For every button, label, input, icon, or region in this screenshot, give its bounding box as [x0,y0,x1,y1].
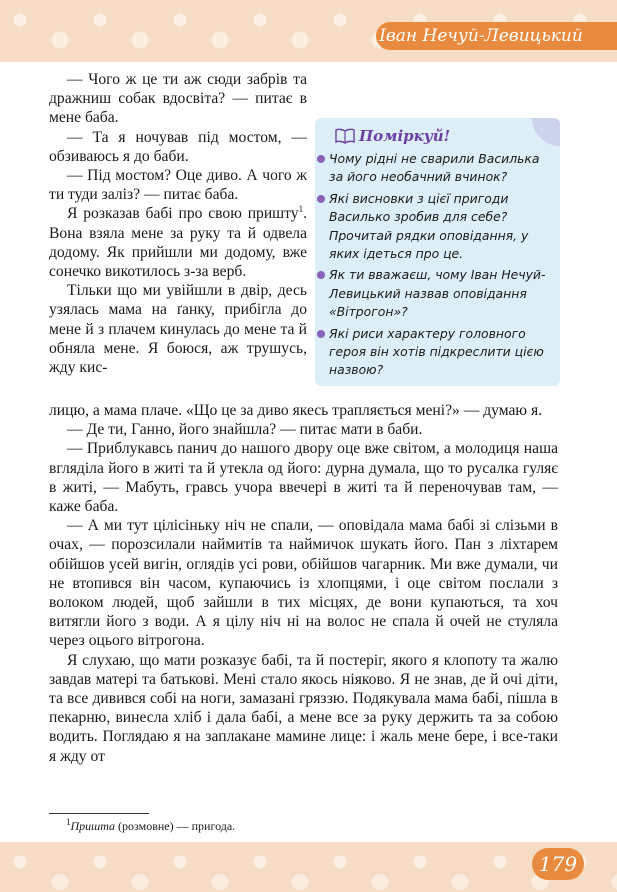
paragraph-4-rest: . Вона взяла мене за руку та й одвела додому. Як прийшли ми додому, вже сонечко викотилось з-за верб. [49,205,307,281]
book-icon [335,128,355,144]
author-header-tab-tail [586,22,617,50]
paragraph-1: — Чого ж це ти аж сюди забрів та дражниш собак вдосвіта? — питає в мене баба. [49,71,307,127]
question-item [317,190,557,264]
bullet-icon [317,271,325,279]
paragraph-3: — Під мостом? Оце диво. А чого ж ти туди заліз? — питає баба. [49,167,307,204]
question-text: Чому рідні не сварили Василька за його необачний вчинок? [329,151,540,185]
question-list [317,150,557,383]
question-text: Які висновки з цієї пригоди Василько зробив для себе? Прочитай рядки оповідання, у яких ідеться про це. [329,190,529,262]
sidebar-heading [335,124,450,148]
bullet-icon [317,155,325,163]
footnote [66,818,235,834]
question-item [317,150,557,187]
bottom-ornament-band [0,842,617,892]
footnote-term: Пришта [70,819,116,833]
paragraph-9: Я слухаю, що мати розказує бабі, та й постеріг, якого я клопоту та жалю завдав матері та батькові. Мені стало якось ніяково. Я не знав, де й очі діти, та все дивився собі на ноги, замазані гряззю. Подякувала мама бабі, пішла в пекарню, винесла хліб і дала бабі, а мене все за руку держить та за собою водить. Поглядаю я на заплакане мамине лице: і жаль мене бере, і все-таки я жду от [49,651,558,765]
narrow-text-column [49,70,307,377]
question-text: Як ти вважаєш, чому Іван Нечуй-Левицький назвав оповідання «Вітрогон»? [329,267,546,320]
footnote-mark: 1 [66,817,71,827]
paragraph-7: — Приблукавсь панич до нашого двору оце вже світом, а молодиця наша вгляділа його в житі та й утекла од його: дурна думала, що то русалка гуляє в житі, — Мабуть, гравсь учора ввечері в житі та й переночував там, — каже баба. [49,440,558,516]
paragraph-6: — Де ти, Ганно, його знайшла? — питає мати в баби. [67,421,423,439]
sidebar-corner-decoration [532,118,560,146]
paragraph-5-continuation: лицю, а мама плаче. «Що це за диво якесь трапляється мені?» — думаю я. [49,402,543,419]
sidebar-title: Поміркуй! [359,127,451,145]
page-number: 179 [532,848,584,880]
paragraph-4 [49,204,307,281]
paragraph-2: — Та я ночував під мостом, — обзиваюсь я до баби. [49,128,307,165]
question-text: Які риси характеру головного героя він хотів підкреслити цією назвою? [329,325,544,378]
bullet-icon [317,195,325,203]
footnote-definition: (розмовне) — пригода. [115,819,236,833]
paragraph-4-start: Я розказав бабі про свою пришту [67,205,299,223]
footnote-divider [49,813,149,814]
question-item [317,266,557,321]
think-about-it-sidebar [315,118,560,386]
author-header-tab: Іван Нечуй-Левицький [376,22,586,50]
question-item [317,325,557,380]
paragraph-5: Тільки що ми увійшли в двір, десь узялась мама на ґанку, прибігла до мене й з плачем кинулась до мене та й обняла мене. Я боюся, аж трушусь, жду кис- [49,282,307,377]
paragraph-8: — А ми тут цілісіньку ніч не спали, — оповідала мама бабі зі слізьми в очах, — порозсилали наймитів та наймичок шукать його. Пан з ліхтарем обійшов усей вигін, оглядів усі рови, обійшов чагарник. Ми вже думали, чи не втопився він часом, купаючись із хлопцями, і оце світом послали з волоком людей, щоб зайшли в тих місцях, де вони купаються, та хоч витягли його з води. А я цілу ніч ні на волос не спала й очей не стуляла через оцього вітрогона. [49,517,558,650]
bullet-icon [317,330,325,338]
footnote-ref: 1 [298,204,304,215]
wide-text-column [49,401,558,766]
